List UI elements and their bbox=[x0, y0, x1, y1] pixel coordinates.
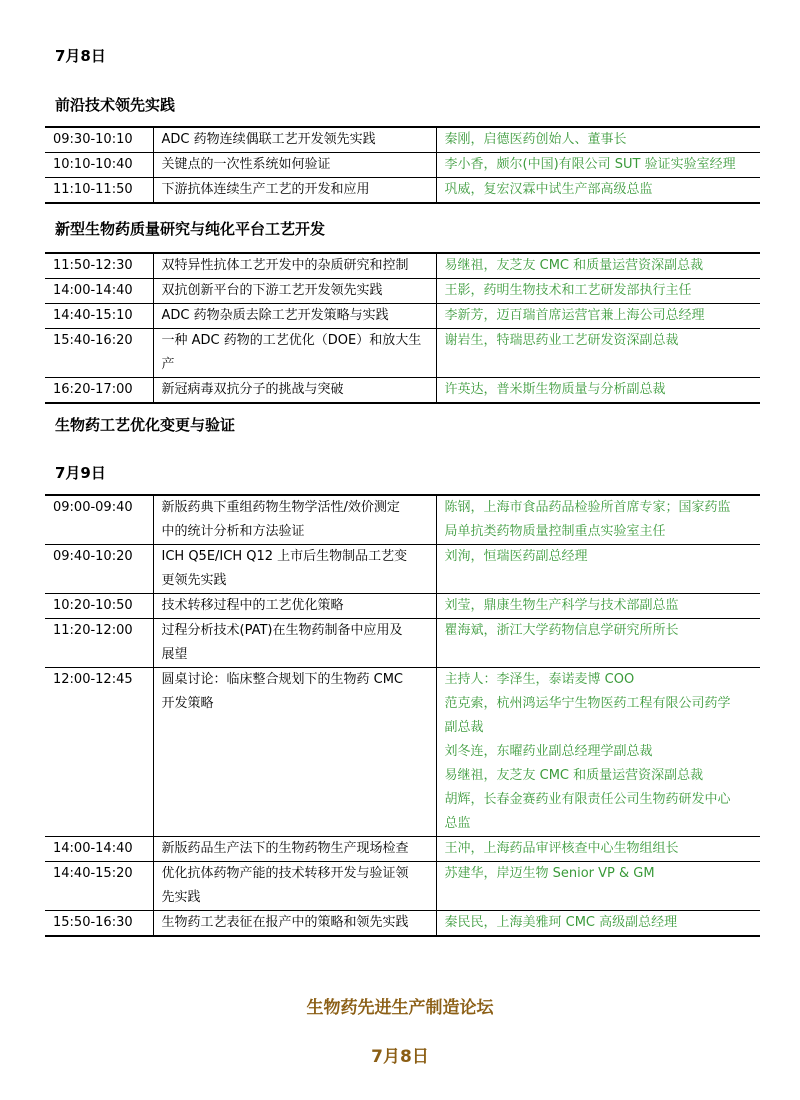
topic-cell: 生物药工艺表征在报产中的策略和领先实践 bbox=[153, 911, 436, 937]
cell-line: 王影，药明生物技术和工艺研发部执行主任 bbox=[444, 283, 692, 298]
topic-cell bbox=[153, 862, 436, 911]
speaker-cell bbox=[436, 495, 760, 545]
speaker-cell bbox=[436, 153, 760, 178]
cell-line: 谢岩生，特瑞思药业工艺研发资深副总裁 bbox=[444, 333, 679, 348]
cell-line: 产 bbox=[161, 357, 175, 372]
cell-line: 秦刚，启德医药创始人、董事长 bbox=[444, 132, 627, 147]
schedule-row bbox=[45, 545, 760, 594]
time-cell: 11:10-11:50 bbox=[45, 178, 153, 204]
topic-cell bbox=[153, 619, 436, 668]
cell-line: 圆桌讨论：临床整合规划下的生物药 CMC bbox=[161, 672, 404, 687]
speaker-cell bbox=[436, 253, 760, 279]
speaker-cell bbox=[436, 279, 760, 304]
cell-line: 开发策略 bbox=[161, 696, 214, 711]
topic-cell: 下游抗体连续生产工艺的开发和应用 bbox=[153, 178, 436, 204]
section1-table bbox=[45, 126, 760, 204]
cell-line: 胡辉，长春金赛药业有限责任公司生物药研发中心 bbox=[444, 792, 731, 807]
speaker-cell bbox=[436, 837, 760, 862]
cell-line: 瞿海斌，浙江大学药物信息学研究所所长 bbox=[444, 623, 679, 638]
speaker-cell bbox=[436, 911, 760, 937]
speaker-cell bbox=[436, 594, 760, 619]
speaker-cell bbox=[436, 127, 760, 153]
topic-cell bbox=[153, 668, 436, 837]
section1-title: 前沿技术领先实践 bbox=[55, 96, 176, 114]
cell-line: 苏建华，岸迈生物 Senior VP & GM bbox=[444, 866, 655, 881]
forum-date: 7月8日 bbox=[371, 1047, 429, 1067]
schedule-row bbox=[45, 127, 760, 153]
cell-line: 陈钢，上海市食品药品检验所首席专家；国家药监 bbox=[444, 500, 731, 515]
schedule-row bbox=[45, 153, 760, 178]
time-cell: 15:40-16:20 bbox=[45, 329, 153, 378]
cell-line: 许英达，普米斯生物质量与分析副总裁 bbox=[444, 382, 666, 397]
section3-title: 生物药工艺优化变更与验证 bbox=[55, 416, 236, 434]
speaker-cell bbox=[436, 378, 760, 404]
cell-line: 新版药典下重组药物生物学活性/效价测定 bbox=[161, 500, 400, 515]
cell-line: 刘洵，恒瑞医药副总经理 bbox=[444, 549, 588, 564]
day2-table bbox=[45, 494, 760, 937]
topic-cell: 双特异性抗体工艺开发中的杂质研究和控制 bbox=[153, 253, 436, 279]
topic-cell bbox=[153, 495, 436, 545]
section2-title: 新型生物药质量研究与纯化平台工艺开发 bbox=[55, 220, 326, 238]
time-cell: 09:00-09:40 bbox=[45, 495, 153, 545]
topic-cell: ADC 药物杂质去除工艺开发策略与实践 bbox=[153, 304, 436, 329]
speaker-cell bbox=[436, 178, 760, 204]
cell-line: 展望 bbox=[161, 647, 188, 662]
time-cell: 15:50-16:30 bbox=[45, 911, 153, 937]
topic-cell: 新冠病毒双抗分子的挑战与突破 bbox=[153, 378, 436, 404]
time-cell: 14:40-15:20 bbox=[45, 862, 153, 911]
topic-cell bbox=[153, 329, 436, 378]
topic-cell: 新版药品生产法下的生物药物生产现场检查 bbox=[153, 837, 436, 862]
cell-line: 更领先实践 bbox=[161, 573, 227, 588]
schedule-row bbox=[45, 619, 760, 668]
speaker-cell bbox=[436, 329, 760, 378]
cell-line: 李新芳，迈百瑞首席运营官兼上海公司总经理 bbox=[444, 308, 705, 323]
time-cell: 09:40-10:20 bbox=[45, 545, 153, 594]
time-cell: 14:40-15:10 bbox=[45, 304, 153, 329]
time-cell: 10:20-10:50 bbox=[45, 594, 153, 619]
schedule-row bbox=[45, 668, 760, 837]
schedule-row bbox=[45, 378, 760, 404]
cell-line: 总监 bbox=[444, 816, 471, 831]
time-cell: 09:30-10:10 bbox=[45, 127, 153, 153]
topic-cell bbox=[153, 545, 436, 594]
day1-date: 7月8日 bbox=[55, 47, 106, 65]
cell-line: 刘莹，鼎康生物生产科学与技术部副总监 bbox=[444, 598, 679, 613]
schedule-row bbox=[45, 837, 760, 862]
cell-line: 优化抗体药物产能的技术转移开发与验证领 bbox=[161, 866, 409, 881]
cell-line: 范克索，杭州鸿运华宁生物医药工程有限公司药学 bbox=[444, 696, 731, 711]
cell-line: 易继祖，友芝友 CMC 和质量运营资深副总裁 bbox=[444, 258, 704, 273]
cell-line: 易继祖，友芝友 CMC 和质量运营资深副总裁 bbox=[444, 768, 704, 783]
cell-line: 巩威，复宏汉霖中试生产部高级总监 bbox=[444, 182, 653, 197]
cell-line: 副总裁 bbox=[444, 720, 484, 735]
cell-line: 秦民民，上海美雅珂 CMC 高级副总经理 bbox=[444, 915, 678, 930]
schedule-row bbox=[45, 911, 760, 937]
topic-cell: 关键点的一次性系统如何验证 bbox=[153, 153, 436, 178]
cell-line: 一种 ADC 药物的工艺优化（DOE）和放大生 bbox=[161, 333, 422, 348]
cell-line: 李小香，颇尔(中国)有限公司 SUT 验证实验室经理 bbox=[444, 157, 736, 172]
schedule-row bbox=[45, 304, 760, 329]
cell-line: 先实践 bbox=[161, 890, 201, 905]
speaker-cell bbox=[436, 545, 760, 594]
schedule-row bbox=[45, 253, 760, 279]
schedule-row bbox=[45, 495, 760, 545]
cell-line: 过程分析技术(PAT)在生物药制备中应用及 bbox=[161, 623, 403, 638]
cell-line: ICH Q5E/ICH Q12 上市后生物制品工艺变 bbox=[161, 549, 408, 564]
time-cell: 10:10-10:40 bbox=[45, 153, 153, 178]
cell-line: 王冲，上海药品审评核查中心生物组组长 bbox=[444, 841, 679, 856]
time-cell: 16:20-17:00 bbox=[45, 378, 153, 404]
topic-cell: ADC 药物连续偶联工艺开发领先实践 bbox=[153, 127, 436, 153]
time-cell: 12:00-12:45 bbox=[45, 668, 153, 837]
schedule-row bbox=[45, 178, 760, 204]
schedule-row bbox=[45, 594, 760, 619]
topic-cell: 技术转移过程中的工艺优化策略 bbox=[153, 594, 436, 619]
topic-cell: 双抗创新平台的下游工艺开发领先实践 bbox=[153, 279, 436, 304]
cell-line: 主持人：李泽生，泰诺麦博 COO bbox=[444, 672, 635, 687]
section2-table bbox=[45, 252, 760, 404]
schedule-row bbox=[45, 279, 760, 304]
schedule-row bbox=[45, 329, 760, 378]
day2-date: 7月9日 bbox=[55, 464, 106, 482]
cell-line: 中的统计分析和方法验证 bbox=[161, 524, 305, 539]
time-cell: 14:00-14:40 bbox=[45, 837, 153, 862]
speaker-cell bbox=[436, 668, 760, 837]
time-cell: 11:50-12:30 bbox=[45, 253, 153, 279]
schedule-row bbox=[45, 862, 760, 911]
speaker-cell bbox=[436, 619, 760, 668]
cell-line: 刘冬连，东曜药业副总经理学副总裁 bbox=[444, 744, 653, 759]
forum-title: 生物药先进生产制造论坛 bbox=[306, 998, 494, 1018]
cell-line: 局单抗类药物质量控制重点实验室主任 bbox=[444, 524, 666, 539]
speaker-cell bbox=[436, 304, 760, 329]
time-cell: 14:00-14:40 bbox=[45, 279, 153, 304]
speaker-cell bbox=[436, 862, 760, 911]
time-cell: 11:20-12:00 bbox=[45, 619, 153, 668]
